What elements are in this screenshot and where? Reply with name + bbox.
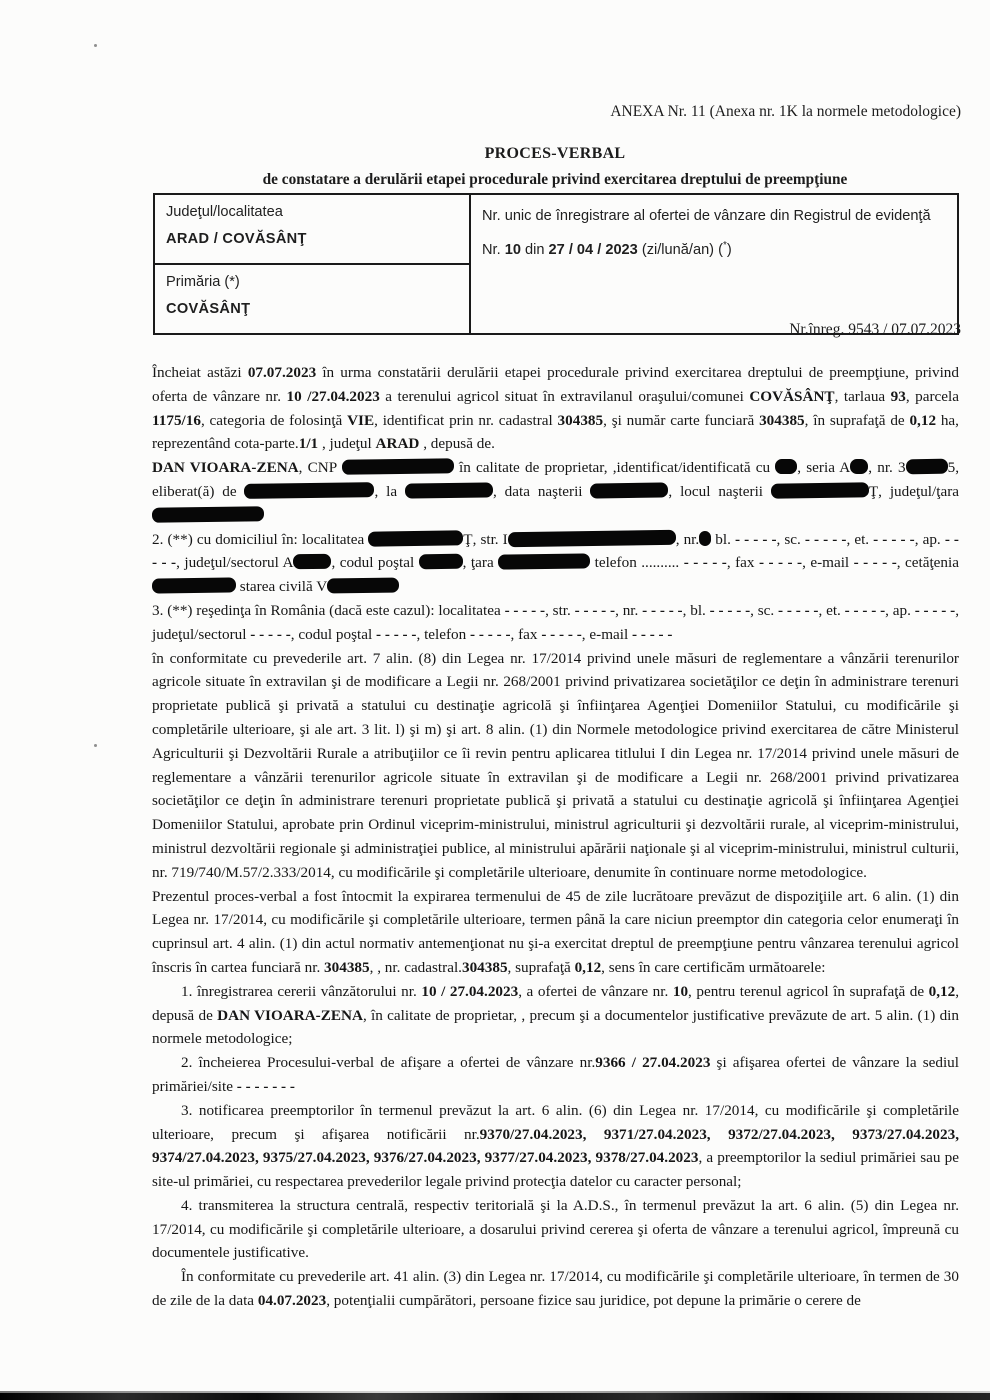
redaction-bar xyxy=(368,530,463,546)
county-cell xyxy=(154,194,470,264)
redaction-bar xyxy=(419,554,463,570)
anexa-reference: ANEXA Nr. 11 (Anexa nr. 1K la normele metodologice) xyxy=(610,103,961,120)
para-seller-identity: DAN VIOARA-ZENA, CNP în calitate de proprietar, ,identificat/identificată cu , seria A , nr. 3 5, eliberat(ă) de , la , data naşterii , locul naşterii Ţ, judeţul/ţara xyxy=(152,456,959,527)
para-termen-cumparatori: În conformitate cu prevederile art. 41 alin. (3) din Legea nr. 17/2014, cu modificările şi completările ulterioare, în termen de 30 de zile de la data 04.07.2023, potenţialii cumpărători, persoane fizice sau juridice, pot depune la primărie o cerere de xyxy=(152,1268,959,1310)
redaction-bar xyxy=(775,459,797,474)
county-label: Judeţul/localitatea xyxy=(166,204,283,220)
redaction-bar xyxy=(244,482,374,499)
para-certificare: Prezentul proces-verbal a fost întocmit la expirarea termenului de 45 de zile lucrătoare prevăzut de dispoziţiile art. 6 alin. (1) din Legea nr. 17/2014, cu modificările şi completările ulterioare, termen până la care niciun preemptor din categoria celor enumeraţi în cuprinsul art. 4 alin. (1) din actul normativ antemenţionat nu şi-a exercitat dreptul de preempţiune pentru vânzarea terenului agricol înscris în cartea funciară nr. 304385, , nr. cadastral.304385, suprafaţă 0,12, sens în care certificăm următoarele: xyxy=(152,887,959,976)
item-2-incheiere: 2. încheierea Procesului-verbal de afişare a ofertei de vânzare nr.9366 / 27.04.2023 şi afişarea ofertei de vânzare la sediul primăriei/site - - - - - - - xyxy=(152,1054,959,1095)
redaction-bar xyxy=(590,482,668,498)
para-resedinta: 3. (**) reşedinţa în România (dacă este cazul): localitatea - - - - -, str. - - - - -, nr. - - - - -, bl. - - - - -, sc. - - - - -, et. - - - - -, ap. - - - - -, judeţul/sectorul - - - - -, codul poştal - - - - -, telefon - - - - -, fax - - - - -, e-mail - - - - - xyxy=(152,601,959,643)
registration-table xyxy=(153,193,959,335)
registration-number-line: Nr.înreg. 9543 / 07.07.2023 xyxy=(789,321,961,338)
offer-number-line: Nr. 10 din 27 / 04 / 2023 (zi/lună/an) (*) xyxy=(482,239,732,258)
primaria-cell xyxy=(154,264,470,334)
redaction-bar xyxy=(850,459,868,474)
document-subtitle: de constatare a derulării etapei procedurale privind exercitarea dreptului de preempţiune xyxy=(262,171,848,188)
document-body xyxy=(152,361,959,1313)
item-4-transmitere: 4. transmiterea la structura centrală, respectiv teritorială şi la A.D.S., în termenul prevăzut la art. 6 alin. (5) din Legea nr. 17/2014, cu modificările şi completările ulterioare, a dosarului privind cererea şi oferta de vânzare a terenului agricol, împreună cu documentele justificative. xyxy=(152,1196,959,1262)
primaria-value: COVĂSÂNŢ xyxy=(166,301,251,317)
redaction-bar xyxy=(293,554,331,570)
redaction-bar xyxy=(342,458,454,475)
para-legal-basis: în conformitate cu prevederile art. 7 alin. (8) din Legea nr. 17/2014 privind unele măsuri de reglementare a vânzării terenurilor agricole situate în extravilan şi de modificare a Legii nr. 268/2001 privind privatizarea societăţilor ce deţin în administrare terenuri proprietate publică şi privată a statului cu destinaţie agricolă şi înfiinţarea Agenţiei Domeniilor Statului, cu modificările şi completările ulterioare, şi ale art. 3 lit. l) şi m) şi art. 8 alin. (1) din Normele metodologice privind exercitarea de către Ministerul Agriculturii şi Dezvoltării Rurale a atribuţiilor ce îi revin pentru aplicarea titlului I din Legea nr. 17/2014 privind unele măsuri de reglementare a vânzării terenurilor agricole situate în extravilan şi de modificare a Legii nr. 268/2001 privind privatizarea societăţilor ce deţin în administrare terenuri proprietate publică şi privată a statului cu destinaţie agricolă şi înfiinţarea Agenţiei Domeniilor Statului, aprobate prin Ordinul viceprim-ministrului, ministrul agriculturii şi dezvoltării rurale, al viceprim-ministrului, ministrul dezvoltării regionale şi administraţiei publice, al ministrului apărării naţionale şi al viceprim-ministrului, ministrul culturii, nr. 719/740/M.57/2.333/2014, cu modificările şi completările ulterioare, denumite în continuare norme metodologice. xyxy=(152,649,959,881)
bottom-scan-edge xyxy=(0,1393,990,1400)
primaria-label: Primăria (*) xyxy=(166,274,240,290)
county-value: ARAD / COVĂSÂNŢ xyxy=(166,231,307,247)
redaction-bar xyxy=(771,482,869,498)
redaction-bar xyxy=(327,578,399,594)
redaction-bar xyxy=(405,482,493,498)
redaction-bar xyxy=(152,506,264,523)
para-domiciliu: 2. (**) cu domiciliul în: localitatea Ţ, str. I , nr. bl. - - - - -, sc. - - - - -, et. - - - - -, ap. - - - - -, judeţul/sectorul A , codul poştal , ţara telefon .......... - - - - -, fax - - - - -, e-mail - - - - -, cetăţenia starea civilă V xyxy=(152,530,959,596)
offer-registration-cell xyxy=(470,194,958,334)
redaction-bar xyxy=(906,459,948,475)
item-1-inregistrare: 1. înregistrarea cererii vânzătorului nr. 10 / 27.04.2023, a ofertei de vânzare nr. 10, pentru terenul agricol în suprafaţă de 0,12, depusă de DAN VIOARA-ZENA, în calitate de proprietar, , precum şi a documentelor justificative prevăzute de art. 5 alin. (1) din normele metodologice; xyxy=(152,982,959,1048)
redaction-bar xyxy=(699,530,711,545)
table-row xyxy=(154,194,958,264)
redaction-bar xyxy=(498,554,590,570)
redaction-bar xyxy=(508,529,676,546)
scan-speck xyxy=(94,44,97,47)
offer-registration-text: Nr. unic de înregistrare al ofertei de vânzare din Registrul de evidenţă xyxy=(482,208,931,224)
scan-speck xyxy=(94,744,97,747)
document-title: PROCES-VERBAL xyxy=(484,145,626,162)
item-3-notificare: 3. notificarea preemptorilor în termenul prevăzut la art. 6 alin. (6) din Legea nr. 17/2014, cu modificările şi completările ulterioare, precum şi afişarea notificării nr.9370/27.04.2023, 9371/27.04.2023, 9372/27.04.2023, 9373/27.04.2023, 9374/27.04.2023, 9375/27.04.2023, 9376/27.04.2023, 9377/27.04.2023, 9378/27.04.2023, a preemptorilor la sediul primăriei sau pe site-ul primăriei, cu respectarea prevederilor legale privind protecţia datelor cu caracter personal; xyxy=(152,1101,959,1191)
para-incheiat: Încheiat astăzi 07.07.2023 în urma constatării derulării etapei procedurale privind exercitarea dreptului de preempţiune, privind oferta de vânzare nr. 10 /27.04.2023 a terenului agricol situat în extravilanul oraşului/comunei COVĂSÂNŢ, tarlaua 93, parcela 1175/16, categoria de folosinţă VIE, identificat prin nr. cadastral 304385, şi număr carte funciară 304385, în suprafaţă de 0,12 ha, reprezentând cota-parte.1/1 , judeţul ARAD , depusă de. xyxy=(152,364,959,453)
redaction-bar xyxy=(152,578,236,594)
